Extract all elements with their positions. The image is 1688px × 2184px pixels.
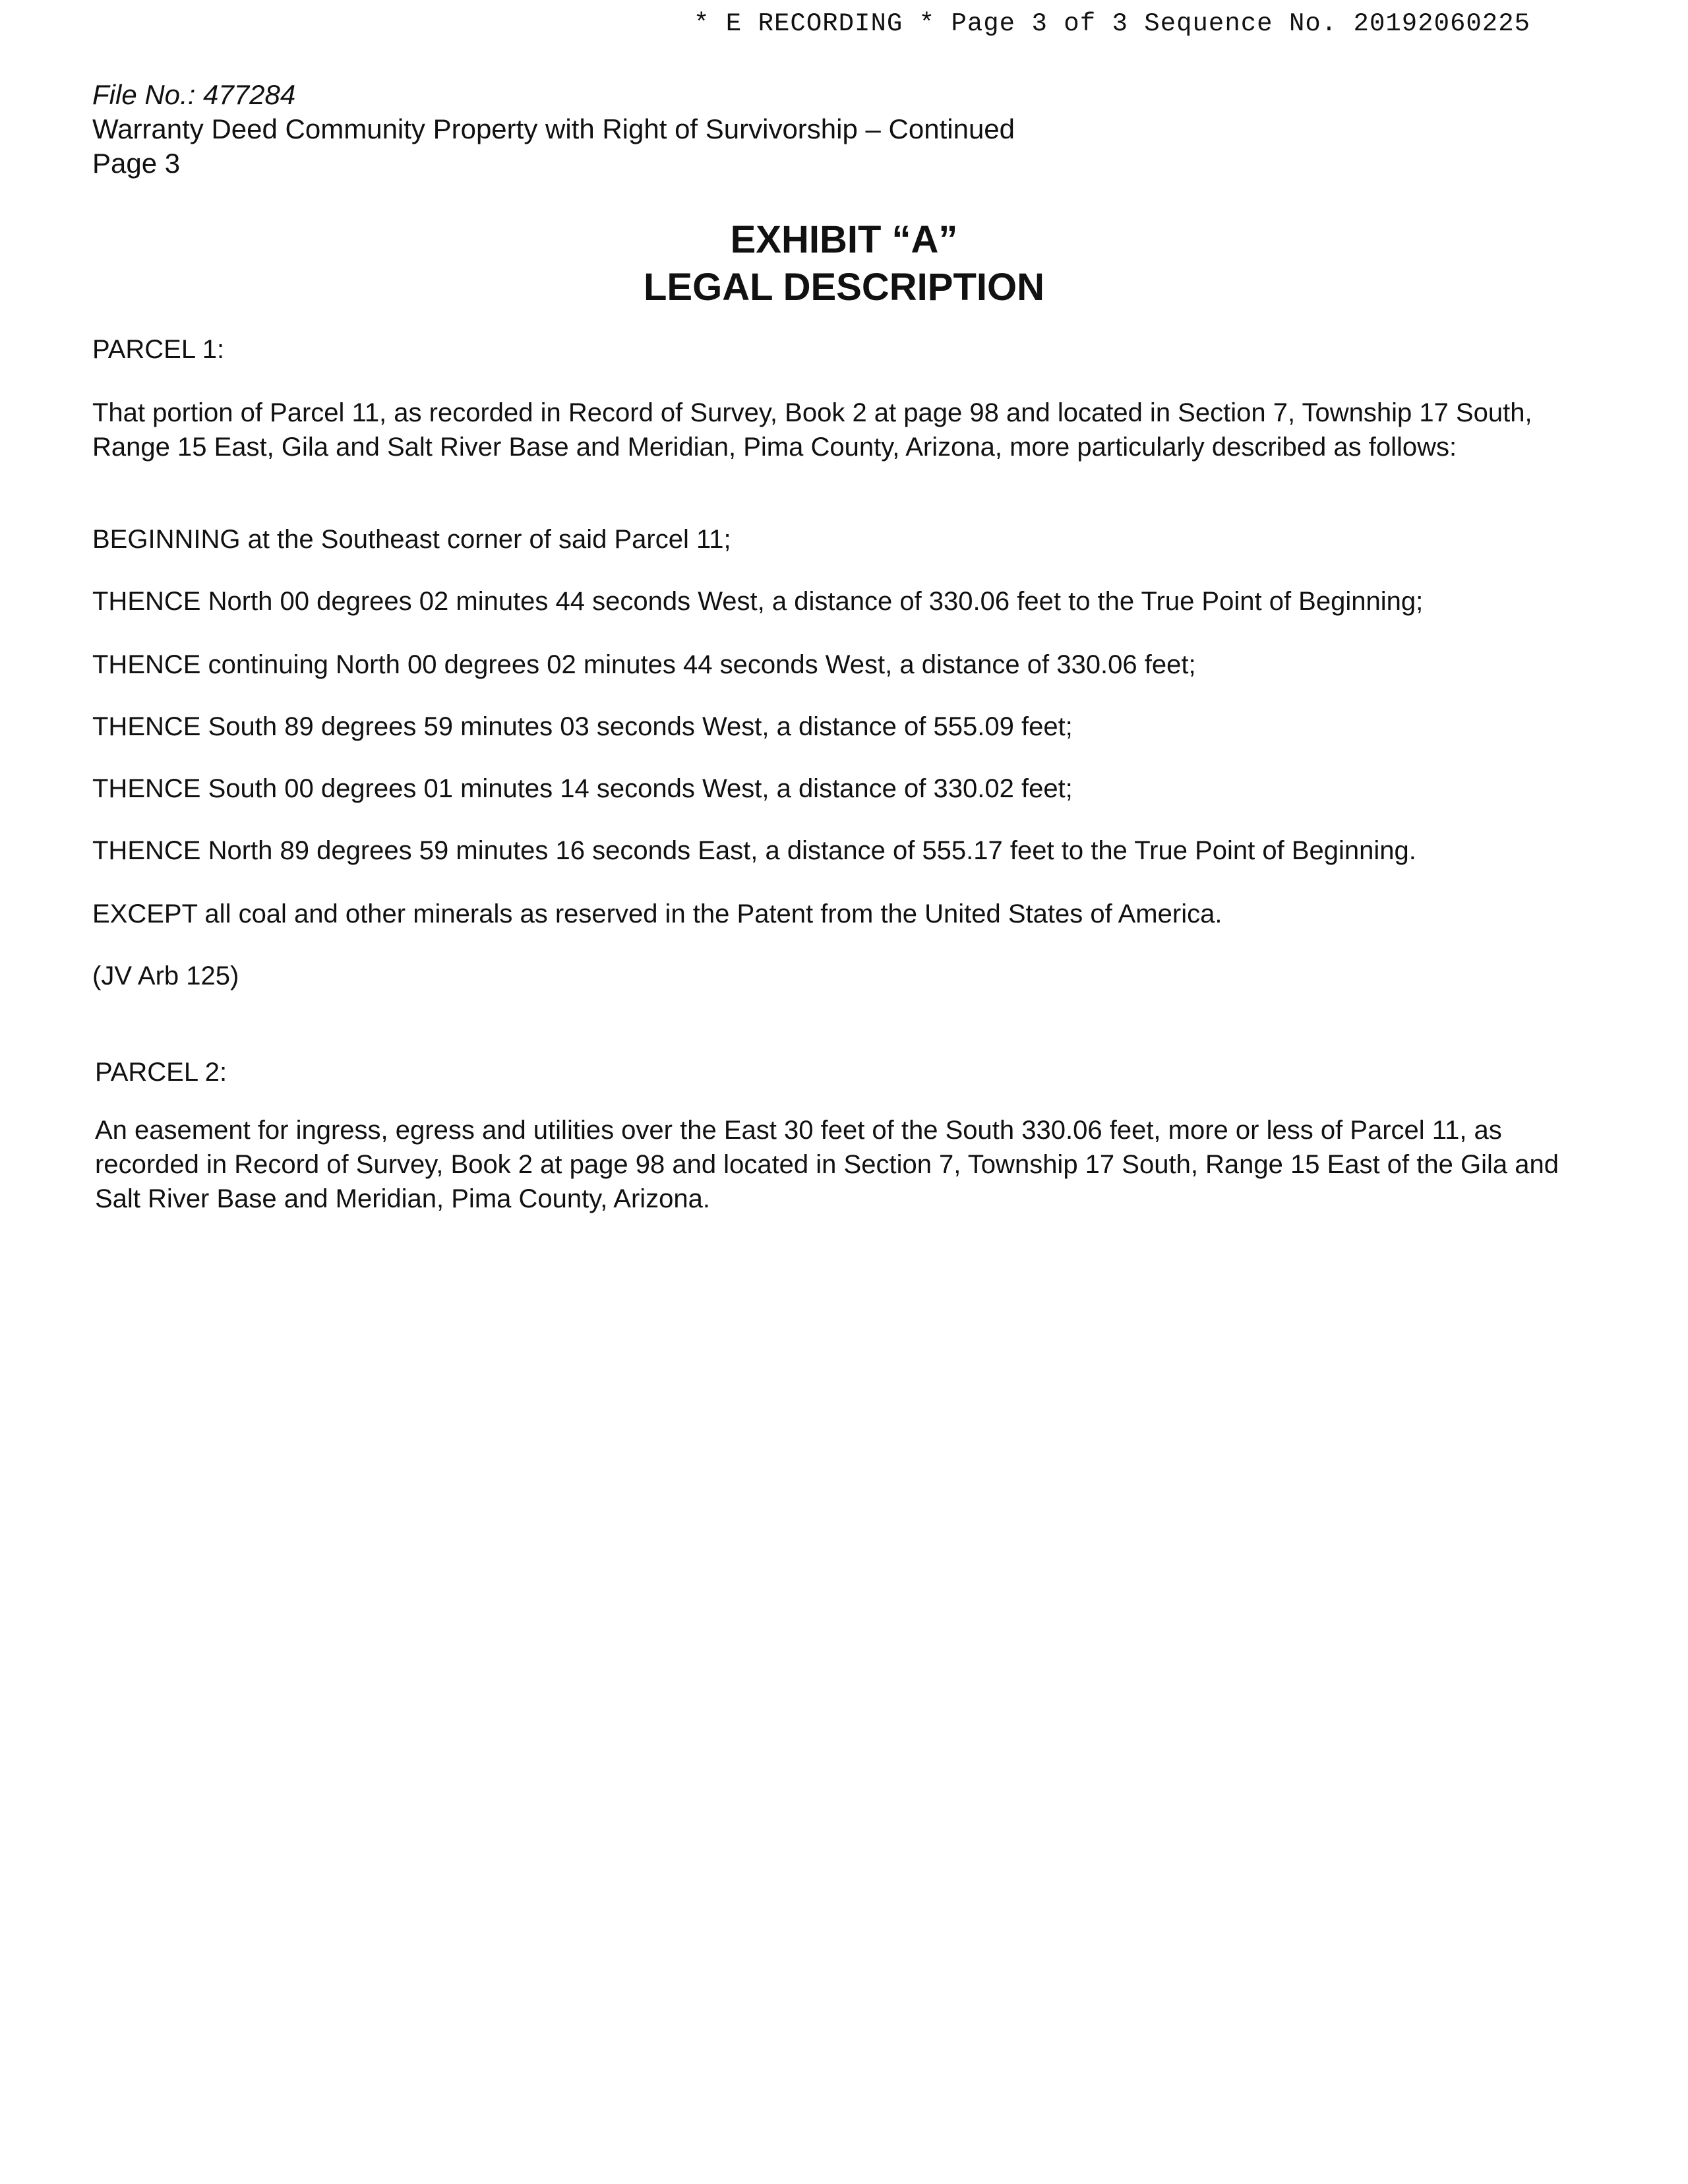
parcel1-course: THENCE North 00 degrees 02 minutes 44 seconds West, a distance of 330.06 feet to the True Point of Beginning;: [92, 587, 1424, 616]
file-number: File No.: 477284: [92, 79, 296, 110]
page-label: Page 3: [92, 148, 181, 179]
document-title: Warranty Deed Community Property with Right of Survivorship – Continued: [92, 113, 1015, 144]
exhibit-subtitle: LEGAL DESCRIPTION: [644, 266, 1044, 309]
parcel1-heading: PARCEL 1:: [92, 335, 225, 364]
exhibit-heading: [0, 216, 1688, 311]
parcel1-course: THENCE South 89 degrees 59 minutes 03 seconds West, a distance of 555.09 feet;: [92, 712, 1073, 741]
document-header: [92, 78, 1015, 181]
recording-stamp: * E RECORDING * Page 3 of 3 Sequence No. 20192060225: [694, 9, 1530, 38]
parcel1-course: THENCE continuing North 00 degrees 02 minutes 44 seconds West, a distance of 330.06 feet;: [92, 650, 1196, 679]
parcel1-exception: EXCEPT all coal and other minerals as reserved in the Patent from the United States of America.: [92, 899, 1222, 928]
parcel1-reference: (JV Arb 125): [92, 961, 239, 990]
parcel1-course: THENCE North 89 degrees 59 minutes 16 seconds East, a distance of 555.17 feet to the True Point of Beginning.: [92, 836, 1416, 865]
parcel1-beginning: BEGINNING at the Southeast corner of said Parcel 11;: [92, 525, 731, 554]
parcel1-course: THENCE South 00 degrees 01 minutes 14 seconds West, a distance of 330.02 feet;: [92, 774, 1073, 803]
exhibit-title: EXHIBIT “A”: [730, 218, 958, 261]
parcel1-intro: That portion of Parcel 11, as recorded in Record of Survey, Book 2 at page 98 and located in Section 7, Township 17 South, Range 15 East, Gila and Salt River Base and Meridian, Pima County, Arizona, more particularly described as follows:: [92, 398, 1532, 462]
parcel2-heading: PARCEL 2:: [95, 1058, 227, 1087]
parcel2-text: An easement for ingress, egress and utilities over the East 30 feet of the South 330.06 feet, more or less of Parcel 11, as recorded in Record of Survey, Book 2 at page 98 and located in Section 7, Township 17 South, Range 15 East of the Gila and Salt River Base and Meridian, Pima County, Arizona.: [95, 1116, 1559, 1213]
